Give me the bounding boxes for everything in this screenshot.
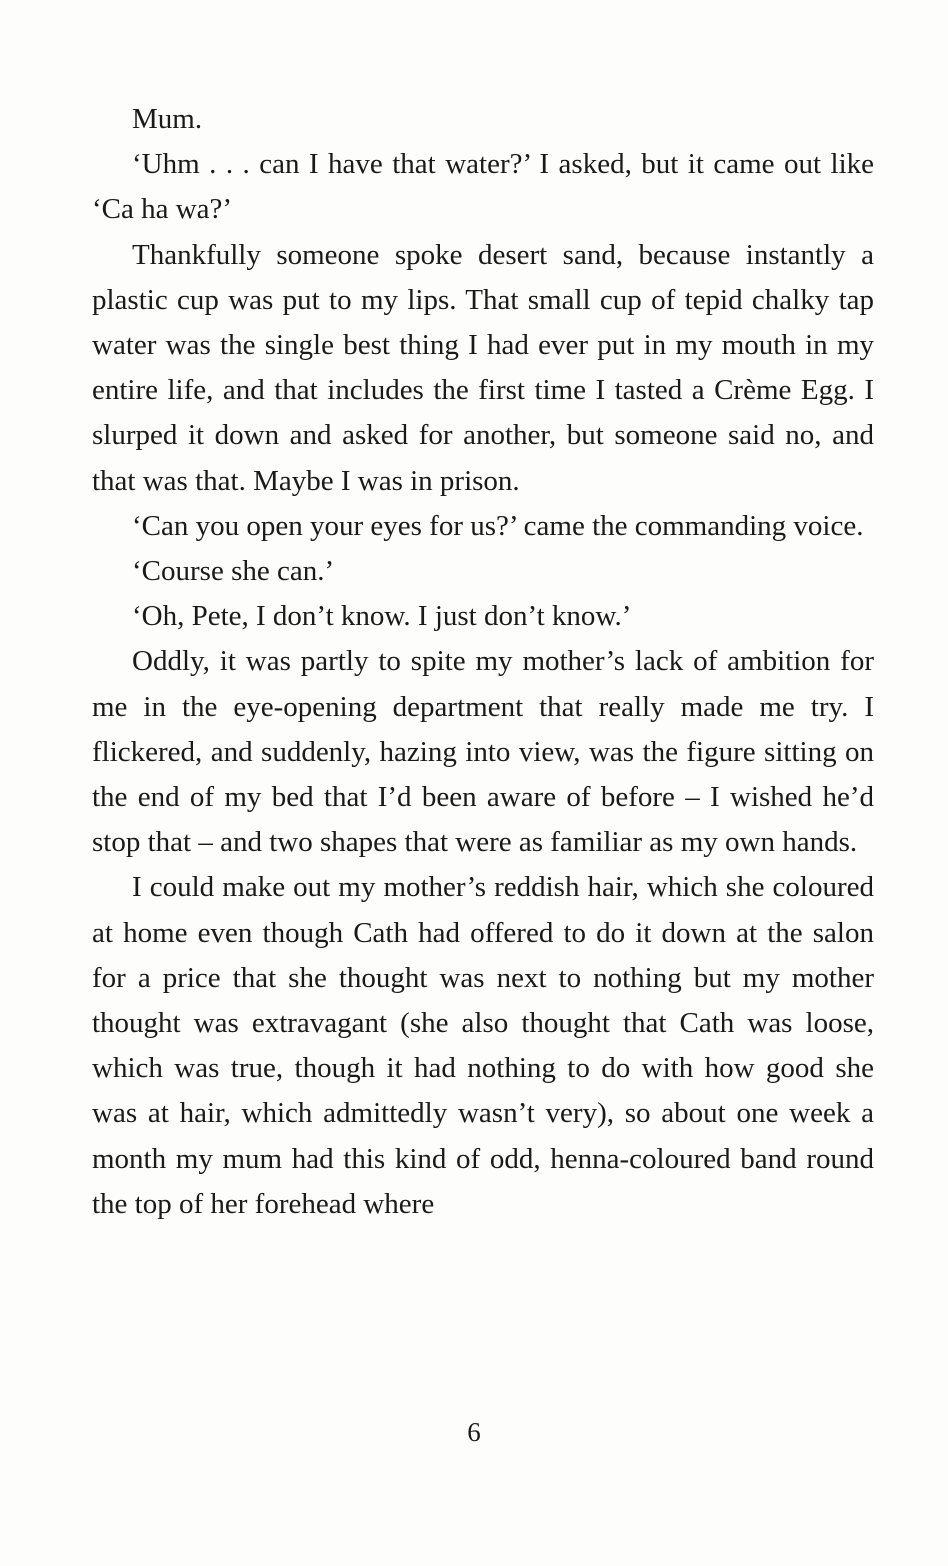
page-number: 6 [467, 1417, 481, 1447]
paragraph: Oddly, it was partly to spite my mother’s lack of ambition for me in the eye-opening department that really made me try. I flickered, and suddenly, hazing into view, was the figure sitting on the end of my bed that I’d been aware of before – I wished he’d stop that – and two shapes that were as familiar as my own hands. [92, 645, 874, 859]
body-text [92, 97, 874, 1227]
paragraph: ‘Oh, Pete, I don’t know. I just don’t know.’ [132, 600, 632, 633]
paragraph: Mum. [132, 103, 203, 135]
paragraph: I could make out my mother’s reddish hair, which she coloured at home even though Cath had offered to do it down at the salon for a price that she thought was next to nothing but my mother thought was extravagant (she also thought that Cath was loose, which was true, though it had nothing to do with how good she was at hair, which admittedly wasn’t very), so about one week a month my mum had this kind of odd, henna-coloured band round the top of her forehead where [92, 871, 874, 1220]
paragraph: ‘Can you open your eyes for us?’ came the commanding voice. [132, 509, 864, 542]
paragraph: ‘Course she can.’ [132, 555, 335, 588]
paragraph: ‘Uhm . . . can I have that water?’ I asked, but it came out like ‘Ca ha wa?’ [92, 148, 874, 226]
paragraph: Thankfully someone spoke desert sand, because instantly a plastic cup was put to my lips. That small cup of tepid chalky tap water was the single best thing I had ever put in my mouth in my entire life, and that includes the first time I tasted a Crème Egg. I slurped it down and asked for another, but someone said no, and that was that. Maybe I was in prison. [92, 238, 874, 497]
